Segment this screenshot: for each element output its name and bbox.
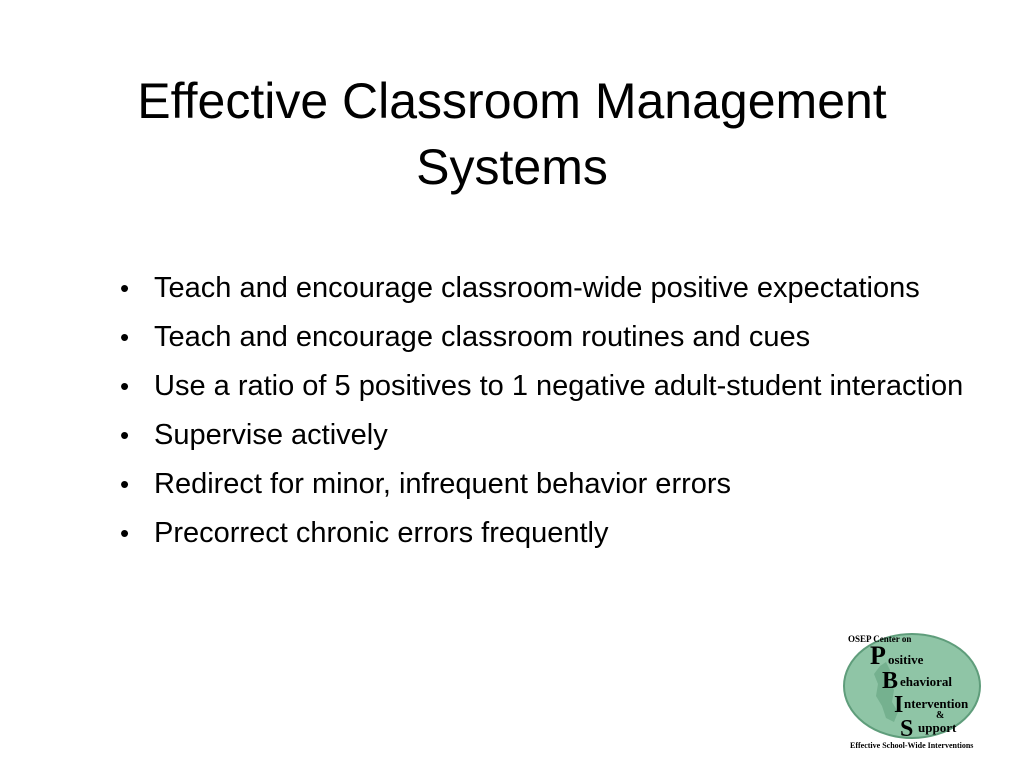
logo-ampersand: & (936, 710, 945, 721)
logo-word-support: upport (918, 720, 957, 735)
bullet-item (118, 415, 968, 455)
bullet-dot-icon: • (120, 322, 130, 352)
bullet-dot-icon: • (120, 371, 130, 401)
bullet-text: Precorrect chronic errors frequently (154, 517, 609, 549)
pbis-logo-graphic (836, 628, 1008, 752)
slide-title-line-2: Systems (416, 139, 608, 195)
slide-title-line-1: Effective Classroom Management (137, 73, 887, 129)
bullet-dot-icon: • (120, 273, 130, 303)
pbis-logo (836, 628, 1008, 752)
bullet-item (118, 268, 968, 308)
bullet-item (118, 513, 968, 553)
bullet-item (118, 464, 968, 504)
bullet-item (118, 317, 968, 357)
logo-letter-i: I (894, 692, 904, 718)
bullet-item (118, 366, 968, 406)
bullet-text: Teach and encourage classroom routines and cues (154, 321, 811, 353)
bullet-text: Teach and encourage classroom-wide positive expectations (154, 272, 920, 304)
bullet-dot-icon: • (120, 518, 130, 548)
logo-header: OSEP Center on (848, 634, 912, 644)
logo-letter-b: B (882, 668, 899, 694)
slide-title (40, 68, 984, 200)
logo-word-behavioral: ehavioral (900, 674, 952, 689)
bullet-list (118, 268, 968, 562)
bullet-text: Supervise actively (154, 419, 388, 451)
logo-letter-p: P (870, 641, 886, 670)
logo-word-intervention: ntervention (904, 696, 969, 711)
bullet-dot-icon: • (120, 469, 130, 499)
bullet-text: Use a ratio of 5 positives to 1 negative adult-student interaction (154, 370, 964, 402)
logo-letter-s: S (900, 716, 914, 742)
bullet-text: Redirect for minor, infrequent behavior errors (154, 468, 732, 500)
logo-word-positive: ositive (888, 652, 924, 667)
logo-footer: Effective School-Wide Interventions (850, 741, 974, 750)
bullet-dot-icon: • (120, 420, 130, 450)
